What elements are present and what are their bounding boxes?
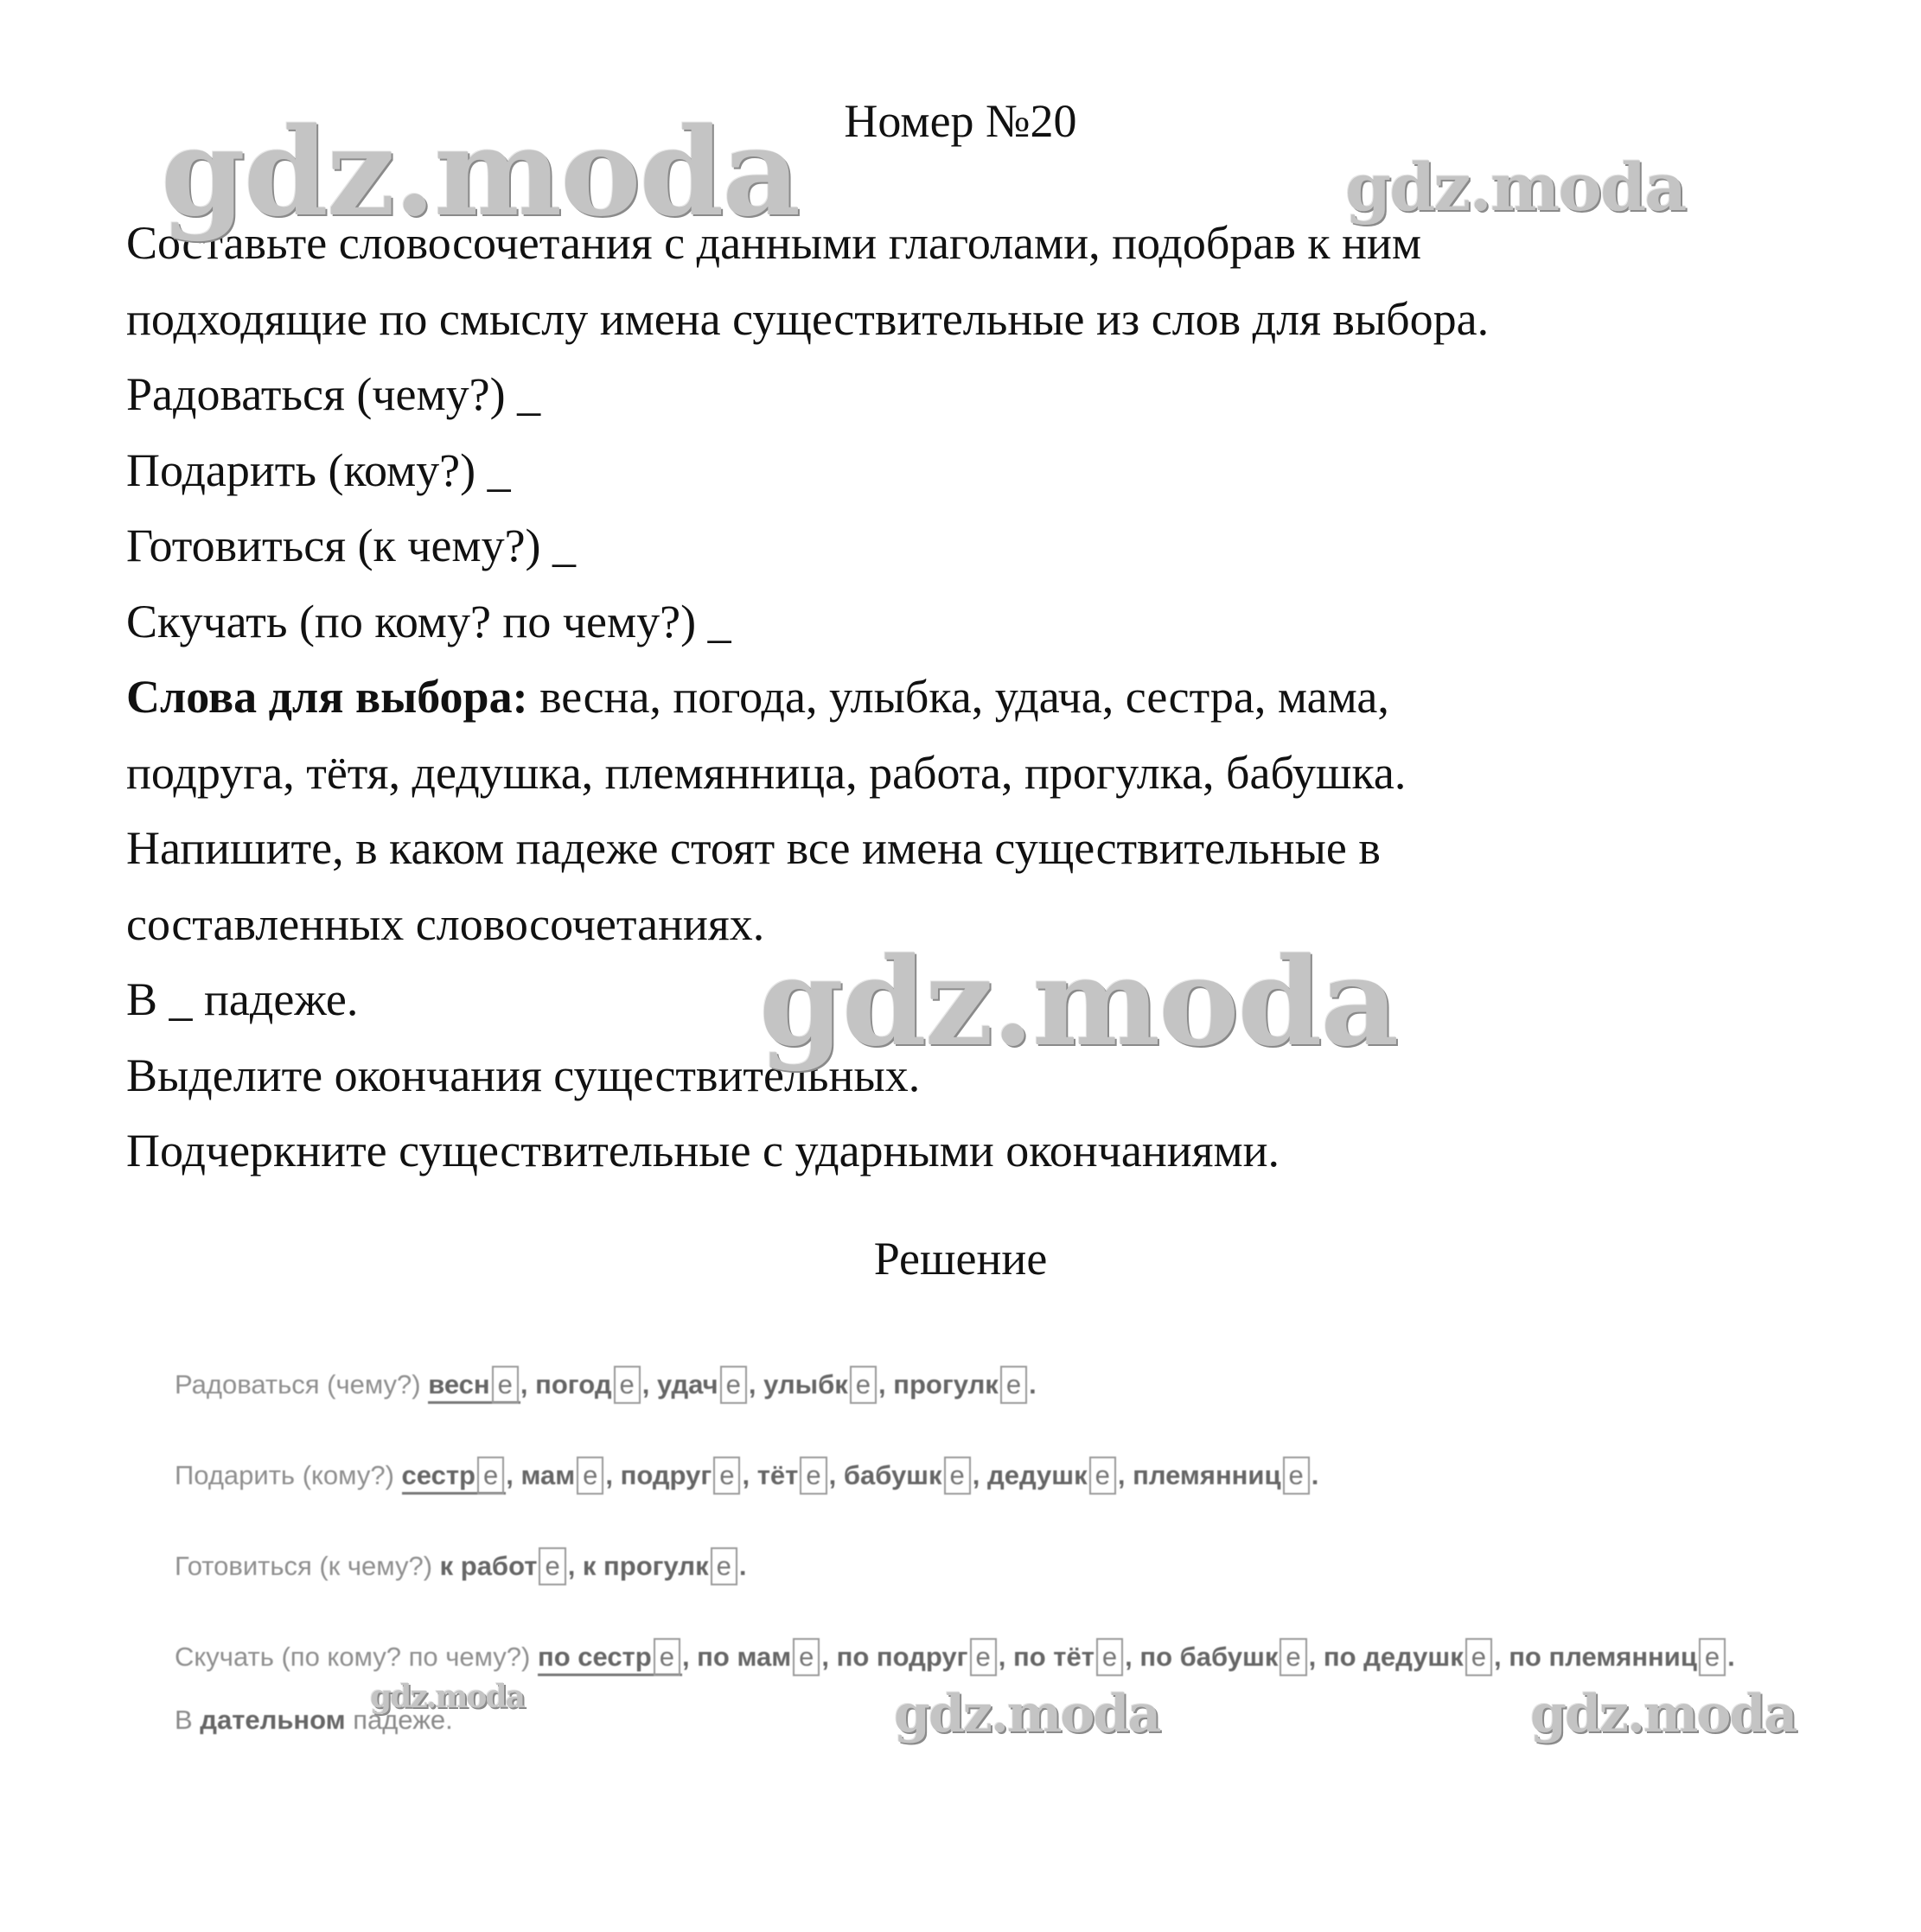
noun-form — [987, 1460, 1118, 1490]
underline-instruction: Подчеркните существительные с ударными окончаниями. — [126, 1125, 1280, 1176]
verb-line-2: Подарить (кому?) _ — [126, 443, 511, 496]
watermark-logo: gdz.moda — [894, 1684, 1160, 1744]
separator: , — [641, 1369, 657, 1400]
watermark-logo: gdz.moda — [1345, 149, 1686, 226]
noun-stem: сестр — [401, 1460, 475, 1490]
solution-line-4 — [175, 1638, 1735, 1676]
ending-box: е — [793, 1638, 820, 1676]
ending-box: е — [1096, 1638, 1123, 1676]
separator: . — [1311, 1460, 1319, 1490]
noun-stem: к прогулк — [582, 1551, 709, 1581]
noun-stem: погод — [535, 1369, 612, 1400]
ending-box: е — [539, 1547, 565, 1585]
noun-form — [583, 1551, 739, 1581]
separator: , — [972, 1460, 988, 1490]
separator: , — [1308, 1642, 1324, 1672]
separator: , — [506, 1460, 521, 1490]
noun-stem: тёт — [756, 1460, 799, 1490]
watermark-logo: gdz.moda — [759, 932, 1398, 1074]
ending-box: е — [970, 1638, 997, 1676]
ending-box: е — [1699, 1638, 1726, 1676]
answer-prefix: В — [175, 1705, 201, 1735]
words-line-1 — [126, 660, 1821, 736]
noun-form — [893, 1369, 1029, 1400]
watermark-logo: gdz.moda — [161, 102, 800, 244]
ending-box: е — [1465, 1638, 1492, 1676]
noun-form — [440, 1551, 568, 1581]
ending-box: е — [800, 1457, 826, 1495]
instruction-line-2: подходящие по смыслу имена существительные из слов для выбора. — [126, 292, 1490, 345]
task-text — [126, 206, 1821, 1189]
ending-box: е — [1000, 1366, 1027, 1404]
separator: , — [821, 1642, 837, 1672]
noun-form — [1509, 1642, 1727, 1672]
noun-form — [657, 1369, 749, 1400]
separator: , — [520, 1369, 536, 1400]
noun-stem: дедушк — [987, 1460, 1088, 1490]
separator: . — [1029, 1369, 1037, 1400]
ending-box: е — [850, 1366, 877, 1404]
noun-form — [837, 1642, 999, 1672]
noun-stem: подруг — [620, 1460, 712, 1490]
noun-stem: удач — [657, 1369, 718, 1400]
words-label: Слова для выбора: — [126, 671, 528, 723]
noun-form — [757, 1460, 829, 1490]
noun-stem: по подруг — [836, 1642, 968, 1672]
ending-box: е — [1280, 1638, 1306, 1676]
noun-form — [621, 1460, 743, 1490]
solution-line-2 — [175, 1457, 1318, 1495]
verb-line-4: Скучать (по кому? по чему?) _ — [126, 595, 731, 647]
separator: . — [738, 1551, 747, 1581]
noun-stem: весн — [428, 1369, 490, 1400]
words-list-1: весна, погода, улыбка, удача, сестра, мама, — [527, 671, 1389, 723]
solution-answer — [175, 1705, 453, 1736]
instruction-line-1: Составьте словосочетания с данными глаголами, подобрав к ним — [126, 217, 1422, 269]
noun-stem: по дедушк — [1323, 1642, 1464, 1672]
separator: . — [1727, 1642, 1735, 1672]
noun-form — [1139, 1642, 1308, 1672]
noun-form — [1013, 1642, 1125, 1672]
noun-stem: бабушк — [843, 1460, 942, 1490]
ending-box: е — [654, 1638, 680, 1676]
noun-stem: по бабушк — [1139, 1642, 1279, 1672]
noun-stem: по сестр — [537, 1642, 652, 1672]
watermark-logo: gdz.moda — [1530, 1684, 1797, 1744]
noun-stem: племянниц — [1133, 1460, 1281, 1490]
solution-line-3 — [175, 1547, 746, 1585]
ending-box: е — [1089, 1457, 1116, 1495]
separator: , — [1125, 1642, 1140, 1672]
words-line-2: подруга, тётя, дедушка, племянница, работа, прогулка, бабушка. — [126, 746, 1407, 799]
page-title: Номер №20 — [844, 95, 1077, 147]
ending-box: е — [614, 1366, 641, 1404]
separator: , — [605, 1460, 621, 1490]
case-question-1: Напишите, в каком падеже стоят все имена существительные в — [126, 822, 1381, 874]
separator: , — [742, 1460, 757, 1490]
solution-title: Решение — [873, 1233, 1048, 1285]
noun-stem: по мам — [697, 1642, 792, 1672]
answer-suffix: падеже. — [345, 1705, 453, 1735]
noun-form — [763, 1369, 878, 1400]
noun-form — [1133, 1460, 1312, 1490]
noun-stem: по тёт — [1013, 1642, 1095, 1672]
verb-line-1: Радоваться (чему?) _ — [126, 368, 541, 420]
ending-box: е — [720, 1366, 747, 1404]
solution-verb-label: Готовиться (к чему?) — [175, 1551, 440, 1581]
verb-line-3: Готовиться (к чему?) _ — [126, 520, 577, 571]
watermark-logo: gdz.moda — [370, 1679, 524, 1715]
ending-box: е — [1283, 1457, 1310, 1495]
noun-stem: по племянниц — [1509, 1642, 1697, 1672]
noun-form — [538, 1642, 682, 1676]
noun-form — [1324, 1642, 1494, 1672]
endings-instruction: Выделите окончания существительных. — [126, 1049, 921, 1101]
case-question-2: составленных словосочетаниях. — [126, 897, 765, 950]
noun-form — [844, 1460, 973, 1490]
noun-form — [402, 1460, 507, 1495]
solution-line-1 — [175, 1366, 1037, 1404]
separator: , — [567, 1551, 583, 1581]
answer-case: дательном — [200, 1705, 346, 1735]
ending-box: е — [944, 1457, 971, 1495]
separator: , — [998, 1642, 1014, 1672]
separator: , — [748, 1369, 764, 1400]
noun-form — [697, 1642, 821, 1672]
separator: , — [878, 1369, 894, 1400]
separator: , — [681, 1642, 698, 1672]
ending-box: е — [711, 1547, 737, 1585]
noun-stem: к работ — [439, 1551, 538, 1581]
ending-box: е — [577, 1457, 603, 1495]
ending-box: е — [477, 1457, 504, 1495]
noun-stem: мам — [520, 1460, 576, 1490]
noun-form — [520, 1460, 605, 1490]
solution-verb-label: Скучать (по кому? по чему?) — [175, 1642, 538, 1672]
separator: , — [828, 1460, 844, 1490]
separator: , — [1117, 1460, 1133, 1490]
noun-form — [535, 1369, 642, 1400]
solution-verb-label: Радоваться (чему?) — [175, 1369, 429, 1400]
solution-verb-label: Подарить (кому?) — [175, 1460, 402, 1490]
ending-box: е — [492, 1366, 519, 1404]
case-blank: В _ падеже. — [126, 973, 359, 1025]
noun-stem: прогулк — [893, 1369, 999, 1400]
separator: , — [1493, 1642, 1509, 1672]
noun-form — [428, 1369, 520, 1404]
noun-stem: улыбк — [763, 1369, 848, 1400]
ending-box: е — [713, 1457, 740, 1495]
